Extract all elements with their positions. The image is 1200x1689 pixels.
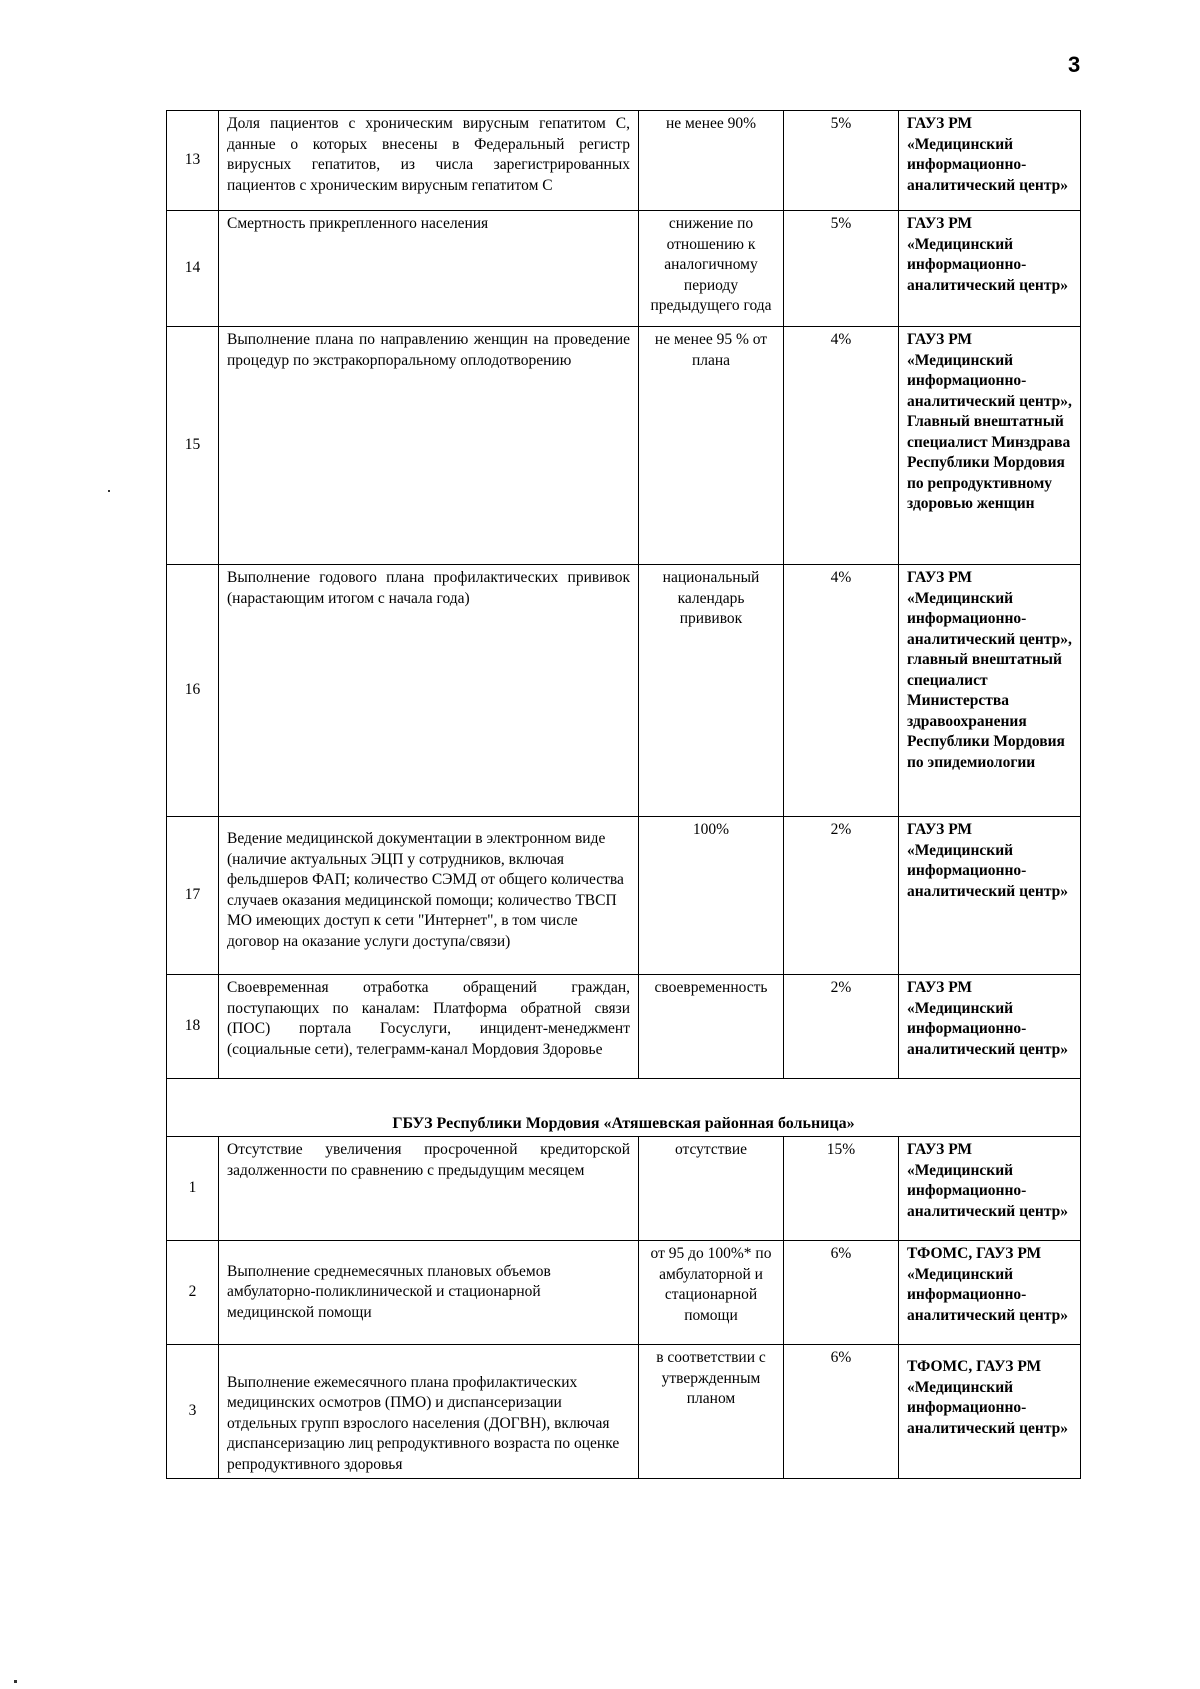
table-row <box>167 975 1081 1079</box>
data-source: ТФОМС, ГАУЗ РМ «Медицинский информационно-аналитический центр» <box>899 1241 1081 1345</box>
target-value: не менее 90% <box>639 111 784 211</box>
indicators-table <box>166 110 1081 1479</box>
table-row <box>167 111 1081 211</box>
data-source: ГАУЗ РМ «Медицинский информационно-аналитический центр» <box>899 975 1081 1079</box>
weight-value: 2% <box>784 817 899 975</box>
data-source: ТФОМС, ГАУЗ РМ «Медицинский информационно-аналитический центр» <box>899 1345 1081 1479</box>
data-source: ГАУЗ РМ «Медицинский информационно-аналитический центр», Главный внештатный специалист Минздрава Республики Мордовия по репродуктивному здоровью женщин <box>899 327 1081 565</box>
data-source: ГАУЗ РМ «Медицинский информационно-аналитический центр» <box>899 111 1081 211</box>
data-source: ГАУЗ РМ «Медицинский информационно-аналитический центр» <box>899 1137 1081 1241</box>
row-number: 1 <box>167 1137 219 1241</box>
table-row <box>167 817 1081 975</box>
indicator-text: Своевременная отработка обращений граждан, поступающих по каналам: Платформа обратной связи (ПОС) портала Госуслуги, инцидент-менеджмент (социальные сети), телеграмм-канал Мордовия Здоровье <box>219 975 639 1079</box>
weight-value: 6% <box>784 1345 899 1479</box>
row-number: 16 <box>167 565 219 817</box>
row-number: 2 <box>167 1241 219 1345</box>
weight-value: 5% <box>784 111 899 211</box>
row-number: 18 <box>167 975 219 1079</box>
scan-speck <box>108 490 110 492</box>
indicator-text: Ведение медицинской документации в электронном виде (наличие актуальных ЭЦП у сотрудников, включая фельдшеров ФАП; количество СЭМД от общего количества случаев оказания медицинской помощи; количество ТВСП МО имеющих доступ к сети "Интернет", в том числе договор на оказание услуги доступа/связи) <box>219 817 639 975</box>
weight-value: 5% <box>784 211 899 327</box>
target-value: снижение по отношению к аналогичному периоду предыдущего года <box>639 211 784 327</box>
indicator-text: Выполнение ежемесячного плана профилактических медицинских осмотров (ПМО) и диспансеризации отдельных групп взрослого населения (ДОГВН), включая диспансеризацию лиц репродуктивного возраста по оценке репродуктивного здоровья <box>219 1345 639 1479</box>
weight-value: 6% <box>784 1241 899 1345</box>
table-row <box>167 565 1081 817</box>
table-row <box>167 327 1081 565</box>
indicator-text: Отсутствие увеличения просроченной кредиторской задолженности по сравнению с предыдущим месяцем <box>219 1137 639 1241</box>
indicator-text: Выполнение плана по направлению женщин на проведение процедур по экстракорпоральному оплодотворению <box>219 327 639 565</box>
section-title: ГБУЗ Республики Мордовия «Атяшевская районная больница» <box>167 1079 1081 1137</box>
data-source: ГАУЗ РМ «Медицинский информационно-аналитический центр» <box>899 211 1081 327</box>
target-value: в соответствии с утвержденным планом <box>639 1345 784 1479</box>
indicator-text: Выполнение годового плана профилактических прививок (нарастающим итогом с начала года) <box>219 565 639 817</box>
weight-value: 4% <box>784 327 899 565</box>
table-row <box>167 1137 1081 1241</box>
weight-value: 2% <box>784 975 899 1079</box>
weight-value: 4% <box>784 565 899 817</box>
table-row <box>167 211 1081 327</box>
row-number: 15 <box>167 327 219 565</box>
data-source: ГАУЗ РМ «Медицинский информационно-аналитический центр», главный внештатный специалист Министерства здравоохранения Республики Мордовия по эпидемиологии <box>899 565 1081 817</box>
row-number: 3 <box>167 1345 219 1479</box>
indicator-text: Смертность прикрепленного населения <box>219 211 639 327</box>
row-number: 14 <box>167 211 219 327</box>
row-number: 13 <box>167 111 219 211</box>
scan-speck <box>14 1680 17 1683</box>
table-row <box>167 1241 1081 1345</box>
table-row <box>167 1345 1081 1479</box>
target-value: отсутствие <box>639 1137 784 1241</box>
data-source: ГАУЗ РМ «Медицинский информационно-аналитический центр» <box>899 817 1081 975</box>
page-number: 3 <box>1068 52 1081 77</box>
indicator-text: Доля пациентов с хроническим вирусным гепатитом С, данные о которых внесены в Федеральный регистр вирусных гепатитов, из числа зарегистрированных пациентов с хроническим вирусным гепатитом С <box>219 111 639 211</box>
row-number: 17 <box>167 817 219 975</box>
target-value: национальный календарь прививок <box>639 565 784 817</box>
target-value: от 95 до 100%* по амбулаторной и стационарной помощи <box>639 1241 784 1345</box>
target-value: не менее 95 % от плана <box>639 327 784 565</box>
target-value: 100% <box>639 817 784 975</box>
weight-value: 15% <box>784 1137 899 1241</box>
section-header-row <box>167 1079 1081 1137</box>
target-value: своевременность <box>639 975 784 1079</box>
indicator-text: Выполнение среднемесячных плановых объемов амбулаторно-поликлинической и стационарной медицинской помощи <box>219 1241 639 1345</box>
